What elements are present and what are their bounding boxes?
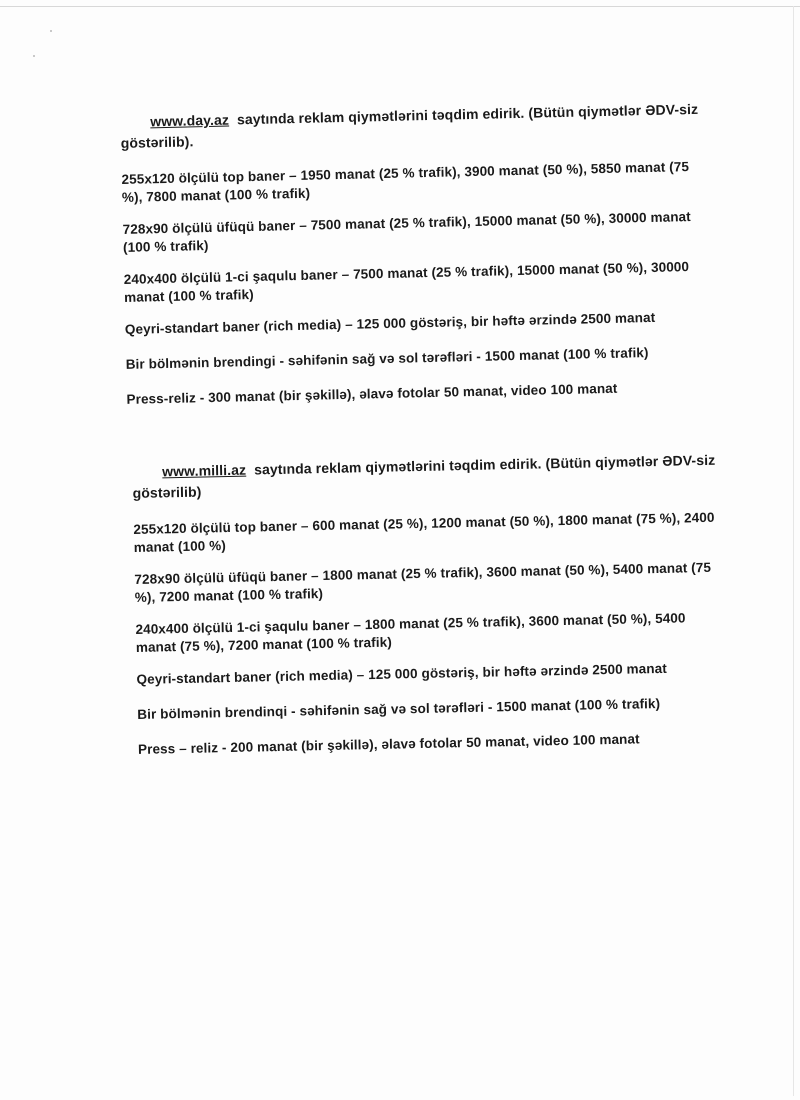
- price-item: 240x400 ölçülü 1-ci şaqulu baner – 1800 manat (25 % trafik), 3600 manat (50 %), 5400 manat (75 %), 7200 manat (100 % trafik): [135, 610, 686, 655]
- site-link[interactable]: www.milli.az: [162, 461, 247, 480]
- section-day-az: [120, 99, 717, 426]
- price-item: 728x90 ölçülü üfüqü baner – 7500 manat (25 % trafik), 15000 manat (50 %), 30000 manat (100 % trafik): [122, 209, 691, 255]
- section-intro: [132, 450, 723, 504]
- price-item: Bir bölmənin brendingi - səhifənin sağ və sol tərəfləri - 1500 manat (100 % trafik): [125, 345, 649, 372]
- scan-right-edge: [793, 6, 794, 1096]
- price-item: Qeyri-standart baner (rich media) – 125 000 göstəriş, bir həftə ərzində 2500 manat: [124, 309, 656, 337]
- intro-text: saytında reklam qiymətlərini təqdim edirik. (Bütün qiymətlər ƏDV-siz göstərilib): [132, 451, 716, 501]
- scan-top-edge: [0, 6, 800, 7]
- price-item: Press-reliz - 300 manat (bir şəkillə), əlavə fotolar 50 manat, video 100 manat: [126, 380, 618, 407]
- price-item: 255x120 ölçülü top baner – 1950 manat (25 % trafik), 3900 manat (50 %), 5850 manat (75 %), 7800 manat (100 % trafik): [121, 159, 690, 205]
- price-item: 728x90 ölçülü üfüqü baner – 1800 manat (25 % trafik), 3600 manat (50 %), 5400 manat (75 %), 7200 manat (100 % trafik): [134, 559, 712, 605]
- price-item: 255x120 ölçülü top baner – 600 manat (25 %), 1200 manat (50 %), 1800 manat (75 %), 2400 manat (100 %): [133, 509, 715, 555]
- section-intro: [120, 99, 711, 154]
- price-item: 240x400 ölçülü 1-ci şaqulu baner – 7500 manat (25 % trafik), 15000 manat (50 %), 30000 manat (100 % trafik): [123, 259, 690, 305]
- price-item: Press – reliz - 200 manat (bir şəkillə), əlavə fotolar 50 manat, video 100 manat: [137, 731, 640, 757]
- price-item: Bir bölmənin brendinqi - səhifənin sağ və sol tərəfləri - 1500 manat (100 % trafik): [137, 695, 661, 722]
- section-milli-az: [132, 450, 728, 776]
- price-item: Qeyri-standart baner (rich media) – 125 000 göstəriş, bir həftə ərzində 2500 manat: [136, 660, 668, 687]
- intro-text: saytında reklam qiymətlərini təqdim edirik. (Bütün qiymətlər ƏDV-siz göstərilib).: [120, 100, 699, 151]
- site-link[interactable]: www.day.az: [150, 111, 230, 130]
- scan-speck: [33, 55, 35, 57]
- scan-speck: [50, 30, 52, 32]
